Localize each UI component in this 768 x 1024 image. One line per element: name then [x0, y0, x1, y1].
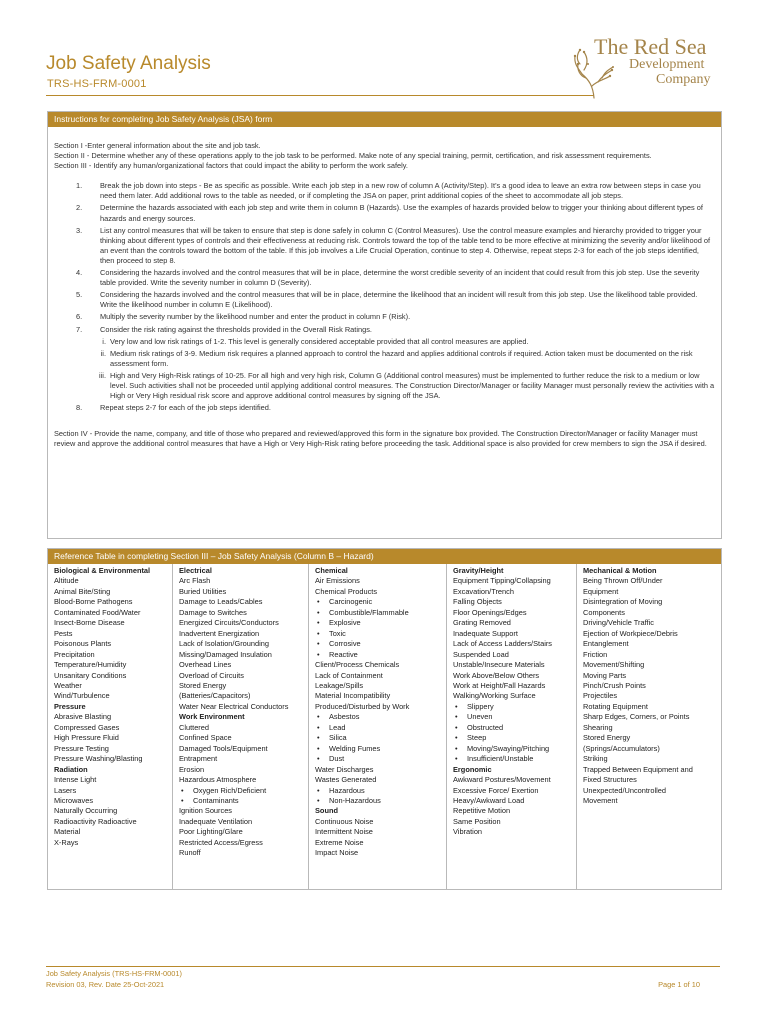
hazard-item: Blood-Borne Pathogens — [54, 597, 133, 607]
hazard-item: Water Near Electrical Conductors — [179, 701, 289, 711]
footer-doc-name: Job Safety Analysis (TRS-HS-FRM-0001) — [46, 969, 182, 978]
step-item: 5. Considering the hazards involved and the control measures that will be in place, determine the likelihood that an incident will result from this job step. Use the likelihood table provided. Write the likelihood number in column E (Likelihood). — [76, 290, 698, 310]
hazard-item: Inadvertent Energization — [179, 628, 260, 638]
hazard-item: Movement — [583, 795, 618, 805]
hazard-column-gravity — [447, 564, 577, 890]
form-code: TRS-HS-FRM-0001 — [47, 78, 147, 90]
hazard-item: Buried Utilities — [179, 586, 227, 596]
hazard-column-electrical — [173, 564, 309, 890]
hazard-item: Runoff — [179, 848, 201, 858]
hazard-item: Vibration — [453, 827, 483, 837]
hazard-item: Unsanitary Conditions — [54, 670, 127, 680]
hazard-item: (Batteries/Capacitors) — [179, 691, 251, 701]
hazard-subitem: • Reactive — [315, 650, 446, 660]
hazard-item: Work Above/Below Others — [453, 670, 540, 680]
hazard-item: Overload of Circuits — [179, 670, 244, 680]
page-title: Job Safety Analysis — [46, 53, 211, 74]
hazard-item: Poor Lighting/Glare — [179, 827, 243, 837]
hazard-item: Confined Space — [179, 733, 232, 743]
section-ii-text: Section II - Determine whether any of these operations apply to the job task to be performed. Make note of any special training, permit, certification, and risk assessment requirements. — [54, 151, 652, 161]
hazard-item: Naturally Occurring — [54, 806, 118, 816]
hazard-subitem: • Steep — [453, 733, 576, 743]
hazard-item: Excessive Force/ Exertion — [453, 785, 539, 795]
hazard-item: Being Thrown Off/Under — [583, 576, 663, 586]
hazard-item: Wind/Turbulence — [54, 691, 110, 701]
hazard-subitem: • Combustible/Flammable — [315, 608, 446, 618]
risk-rating-item: ii. Medium risk ratings of 3-9. Medium risk requires a planned approach to control the hazard and applies additional controls if required. Action taken must be documented on the risk assessment form. — [100, 348, 693, 368]
hazard-item: Moving Parts — [583, 670, 627, 680]
hazard-item: Pests — [54, 628, 73, 638]
hazard-item: Work at Height/Fall Hazards — [453, 680, 546, 690]
hazard-columns — [48, 564, 721, 890]
hazard-item: Lasers — [54, 785, 77, 795]
hazard-category-heading: Biological & Environmental — [54, 566, 151, 575]
hazard-item: Equipment — [583, 586, 619, 596]
hazard-item: Overhead Lines — [179, 660, 232, 670]
hazard-item: Material — [54, 827, 81, 837]
step-item: 2. Determine the hazards associated with each job step and write them in column B (Hazards). Use the examples of hazards provided below to trigger your thinking about different types of hazards and energy sources. — [76, 203, 703, 223]
hazard-item: Missing/Damaged Insulation — [179, 649, 272, 659]
hazard-subitem: • Slippery — [453, 702, 576, 712]
hazard-category-heading: Gravity/Height — [453, 566, 504, 575]
hazard-item: Inadequate Support — [453, 628, 518, 638]
hazard-item: Components — [583, 607, 625, 617]
hazard-subitem: • Insufficient/Unstable — [453, 754, 576, 764]
hazard-item: Extreme Noise — [315, 837, 364, 847]
hazard-item: Contaminated Food/Water — [54, 607, 141, 617]
hazard-item: Entanglement — [583, 639, 629, 649]
risk-rating-item: iii. High and Very High-Risk ratings of 10-25. For all high and very high risk, Column G (Additional control measures) must be implemented to further reduce the risk to a medium or low level. Such activities shall not be proceeded until applying additional control measures. The Construction Director/Manager or facility Manager must personally review the activities with a High or Very High residual risk score and approve additional control measures by signing off the JSA. — [99, 370, 715, 401]
hazard-subitem: • Explosive — [315, 618, 446, 628]
step-item: 7. Consider the risk rating against the thresholds provided in the Overall Risk Ratings. i. Very low and low risk ratings of 1-2. This level is generally considered acceptable provided that all control measures are applied. ii. Medium risk ratings of 3-9. Medium risk requires a planned approach to control the hazard and applies additional controls if required. Action taken must be documented on the risk assessment form. iii. High and Very High-Risk ratings of 10-25. For all high and very high risk, Column G (Additional control measures) must be implemented to further reduce the risk to a medium or low level. Such activities shall not be proceeded until applying additional control measures. The Construction Director/Manager or facility Manager must personally review the activities with a High or Very High residual risk score and approve additional control measures by signing off the JSA. — [54, 325, 715, 402]
instructions-header: Instructions for completing Job Safety Analysis (JSA) form — [48, 112, 721, 127]
hazard-category-heading: Sound — [315, 806, 338, 816]
hazard-subitem: • Oxygen Rich/Deficient — [179, 786, 308, 796]
logo-line-2: Development — [629, 57, 705, 72]
hazard-item: Projectiles — [583, 691, 618, 701]
hazard-category-heading: Chemical — [315, 566, 348, 575]
hazard-item: Energized Circuits/Conductors — [179, 618, 279, 628]
hazard-item: Precipitation — [54, 649, 95, 659]
footer-revision: Revision 03, Rev. Date 25-Oct-2021 — [46, 980, 165, 989]
hazard-item: Excavation/Trench — [453, 586, 514, 596]
hazard-item: Entrapment — [179, 754, 218, 764]
hazard-item: Floor Openings/Edges — [453, 607, 527, 617]
instruction-steps — [54, 181, 715, 413]
hazard-item: Inadequate Ventilation — [179, 816, 253, 826]
hazard-item: Driving/Vehicle Traffic — [583, 618, 654, 628]
hazard-column-biological — [48, 564, 173, 890]
step-item: 4. Considering the hazards involved and the control measures that will be in place, determine the worst credible severity of an incident that could result from this job step. Use the severity table provided. Write the severity number in column D (Severity). — [76, 268, 700, 288]
hazard-item: Temperature/Humidity — [54, 660, 127, 670]
hazard-subitem: • Obstructed — [453, 723, 576, 733]
hazard-column-mechanical — [577, 564, 721, 890]
hazard-item: Leakage/Spills — [315, 680, 364, 690]
hazard-category-heading: Ergonomic — [453, 764, 492, 774]
hazard-item: Disintegration of Moving — [583, 597, 663, 607]
footer-divider — [46, 966, 720, 967]
hazard-subitem: • Contaminants — [179, 796, 308, 806]
hazard-item: Lack of Access Ladders/Stairs — [453, 639, 553, 649]
hazard-item: Erosion — [179, 764, 205, 774]
hazard-item: Awkward Postures/Movement — [453, 775, 551, 785]
step-item: 6. Multiply the severity number by the likelihood number and enter the product in column F (Risk). — [76, 312, 411, 322]
hazard-item: Compressed Gases — [54, 722, 120, 732]
section-i-text: Section I -Enter general information about the site and job task. — [54, 141, 261, 150]
hazard-item: (Springs/Accumulators) — [583, 743, 660, 753]
hazard-subitem: • Corrosive — [315, 639, 446, 649]
hazard-item: Fixed Structures — [583, 775, 637, 785]
hazard-item: Water Discharges — [315, 764, 374, 774]
company-logo — [572, 34, 732, 100]
hazard-item: Continuous Noise — [315, 816, 374, 826]
hazard-subitem: • Toxic — [315, 629, 446, 639]
hazard-category-heading: Radiation — [54, 764, 88, 774]
hazard-item: Rotating Equipment — [583, 701, 648, 711]
hazard-reference-table — [47, 548, 722, 890]
hazard-item: Hazardous Atmosphere — [179, 775, 257, 785]
hazard-subitem: • Carcinogenic — [315, 597, 446, 607]
hazard-category-heading: Mechanical & Motion — [583, 566, 657, 575]
hazard-item: Equipment Tipping/Collapsing — [453, 576, 551, 586]
hazard-item: Lack of Isolation/Grounding — [179, 639, 269, 649]
hazard-subitem: • Dust — [315, 754, 446, 764]
hazard-item: Altitude — [54, 576, 79, 586]
hazard-subitem: • Uneven — [453, 712, 576, 722]
instructions-body — [48, 127, 721, 449]
section-iv-text: Section IV - Provide the name, company, and title of those who prepared and reviewed/approved this form in the signature box provided. The Construction Director/Manager or facility Manager must review and approve the additional control measures that have a High or Very High-Risk rating before proceeding the task. Additional space is also provided for crew members to sign the JSA if desired. — [54, 429, 707, 449]
hazard-item: Pinch/Crush Points — [583, 680, 646, 690]
risk-rating-list — [54, 337, 715, 402]
section-iii-text: Section III - Identify any human/organizational factors that could impact the ability to perform the work safely. — [54, 161, 408, 171]
hazard-item: Damage to Switches — [179, 607, 247, 617]
step-item: 3. List any control measures that will be taken to ensure that step is done safely in column C (Control Measures). Use the control measure examples and hierarchy provided to trigger your thinking about different types of controls and their effectiveness at reducing risk. Controls toward the top of the table tend to be more effective at minimizing the severity and/or likelihood of an event than the controls toward the bottom of the table. If this job involves a Life Crucial Operation, continue to step 4. Otherwise, repeat steps 2-3 for each of the job steps identified, then proceed to step 8. — [76, 225, 711, 265]
hazard-item: Damaged Tools/Equipment — [179, 743, 268, 753]
hazard-item: Chemical Products — [315, 586, 378, 596]
hazard-item: Pressure Washing/Blasting — [54, 754, 143, 764]
hazard-item: Shearing — [583, 722, 613, 732]
reference-header: Reference Table in completing Section III – Job Safety Analysis (Column B – Hazard) — [48, 549, 721, 564]
hazard-subitem: • Non-Hazardous — [315, 796, 446, 806]
logo-line-3: Company — [656, 72, 711, 87]
hazard-item: Insect-Borne Disease — [54, 618, 125, 628]
hazard-item: Grating Removed — [453, 618, 511, 628]
hazard-item: X-Rays — [54, 837, 79, 847]
hazard-item: Material Incompatibility — [315, 691, 391, 701]
hazard-item: Suspended Load — [453, 649, 509, 659]
header-divider — [46, 95, 594, 96]
hazard-item: Heavy/Awkward Load — [453, 795, 525, 805]
hazard-item: Stored Energy — [583, 733, 631, 743]
hazard-item: Stored Energy — [179, 680, 227, 690]
hazard-item: Arc Flash — [179, 576, 211, 586]
hazard-item: High Pressure Fluid — [54, 733, 119, 743]
hazard-item: Pressure Testing — [54, 743, 109, 753]
hazard-item: Impact Noise — [315, 848, 359, 858]
hazard-item: Poisonous Plants — [54, 639, 112, 649]
step-item: 8. Repeat steps 2-7 for each of the job steps identified. — [76, 403, 271, 413]
page-number: Page 1 of 10 — [658, 980, 700, 989]
hazard-subitem: • Silica — [315, 733, 446, 743]
hazard-column-chemical — [309, 564, 447, 890]
hazard-category-heading: Electrical — [179, 566, 212, 575]
hazard-item: Sharp Edges, Corners, or Points — [583, 712, 690, 722]
hazard-item: Friction — [583, 649, 608, 659]
hazard-item: Lack of Containment — [315, 670, 383, 680]
hazard-item: Produced/Disturbed by Work — [315, 701, 410, 711]
hazard-item: Falling Objects — [453, 597, 502, 607]
hazard-item: Restricted Access/Egress — [179, 837, 263, 847]
hazard-item: Repetitive Motion — [453, 806, 511, 816]
hazard-item: Weather — [54, 680, 82, 690]
risk-rating-item: i. Very low and low risk ratings of 1-2. This level is generally considered acceptable provided that all control measures are applied. — [102, 336, 529, 346]
hazard-item: Walking/Working Surface — [453, 691, 536, 701]
logo-line-1: The Red Sea — [594, 34, 707, 59]
hazard-item: Radioactivity Radioactive — [54, 816, 137, 826]
hazard-item: Unexpected/Uncontrolled — [583, 785, 666, 795]
step-item: 1. Break the job down into steps - Be as specific as possible. Write each job step in a new row of column A (Activity/Step). It’s a good idea to leave an extra row between steps in case you need them later. Add additional rows to the table as needed, or if completing the JSA on paper, print additional copies of the sheet to accommodate all job steps. — [76, 181, 701, 201]
hazard-item: Damage to Leads/Cables — [179, 597, 263, 607]
hazard-item: Striking — [583, 754, 608, 764]
instructions-panel — [47, 111, 722, 539]
hazard-subitem: • Welding Fumes — [315, 744, 446, 754]
hazard-item: Client/Process Chemicals — [315, 660, 400, 670]
hazard-item: Same Position — [453, 816, 501, 826]
hazard-item: Animal Bite/Sting — [54, 586, 111, 596]
hazard-item: Movement/Shifting — [583, 660, 645, 670]
hazard-item: Wastes Generated — [315, 775, 377, 785]
hazard-subitem: • Hazardous — [315, 786, 446, 796]
hazard-item: Cluttered — [179, 722, 209, 732]
hazard-item: Unstable/Insecure Materials — [453, 660, 545, 670]
hazard-item: Trapped Between Equipment and — [583, 764, 693, 774]
hazard-item: Microwaves — [54, 795, 94, 805]
hazard-item: Intense Light — [54, 775, 97, 785]
hazard-subitem: • Lead — [315, 723, 446, 733]
hazard-subitem: • Asbestos — [315, 712, 446, 722]
hazard-item: Abrasive Blasting — [54, 712, 112, 722]
hazard-category-heading: Pressure — [54, 701, 86, 711]
hazard-item: Ejection of Workpiece/Debris — [583, 628, 678, 638]
hazard-item: Intermittent Noise — [315, 827, 373, 837]
hazard-item: Ignition Sources — [179, 806, 232, 816]
hazard-subitem: • Moving/Swaying/Pitching — [453, 744, 576, 754]
hazard-item: Air Emissions — [315, 576, 360, 586]
hazard-category-heading: Work Environment — [179, 712, 245, 722]
